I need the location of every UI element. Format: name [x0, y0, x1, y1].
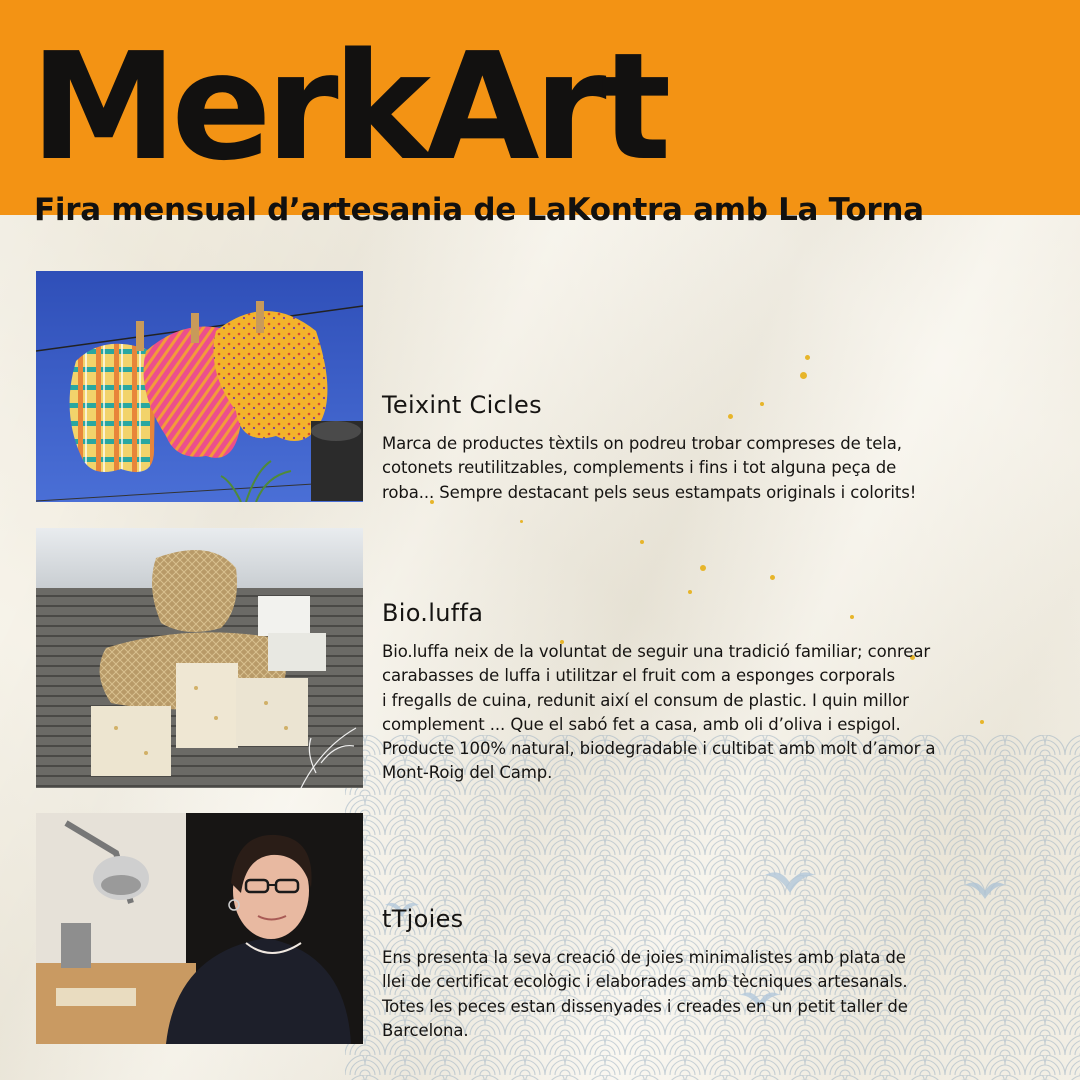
vendor-name: tTjoies — [382, 905, 464, 933]
vendor-name: Bio.luffa — [382, 599, 484, 627]
vendor-ttjoies — [382, 904, 1042, 1043]
vendor-description: Bio.luffa neix de la voluntat de seguir una tradició familiar; conrear carabasses de luffa i utilitzar el fruit com a esponges corporals i fregalls de cuina, redunit així el consum de plastic. I quin millor complement ... Que el sabó fet a casa, amb oli d’oliva i espigol. Producte 100% natural, biodegradable i cultibat amb molt d’amor a Mont-Roig del Camp. — [382, 642, 936, 783]
jeweler-portrait-photo — [36, 813, 363, 1044]
vendor-bio-luffa — [382, 598, 1042, 786]
vendor-description: Marca de productes tèxtils on podreu trobar compreses de tela, cotonets reutilitzables, complements i fins i tot alguna peça de roba... Sempre destacant pels seus estampats originals i colorits! — [382, 434, 917, 502]
page-subtitle: Fira mensual d’artesania de LaKontra amb La Torna — [34, 192, 924, 228]
vendor-name: Teixint Cicles — [382, 391, 542, 419]
vendor-description: Ens presenta la seva creació de joies minimalistes amb plata de llei de certificat ecològic i elaborades amb tècniques artesanals. Totes les peces estan dissenyades i creades en un petit taller de Barcelona. — [382, 948, 908, 1040]
page-title: MerkArt — [30, 21, 666, 193]
vendor-teixint-cicles — [382, 390, 1042, 505]
cloth-pads-on-clothesline-photo — [36, 271, 363, 502]
luffa-sponges-and-soap-photo — [36, 528, 363, 788]
